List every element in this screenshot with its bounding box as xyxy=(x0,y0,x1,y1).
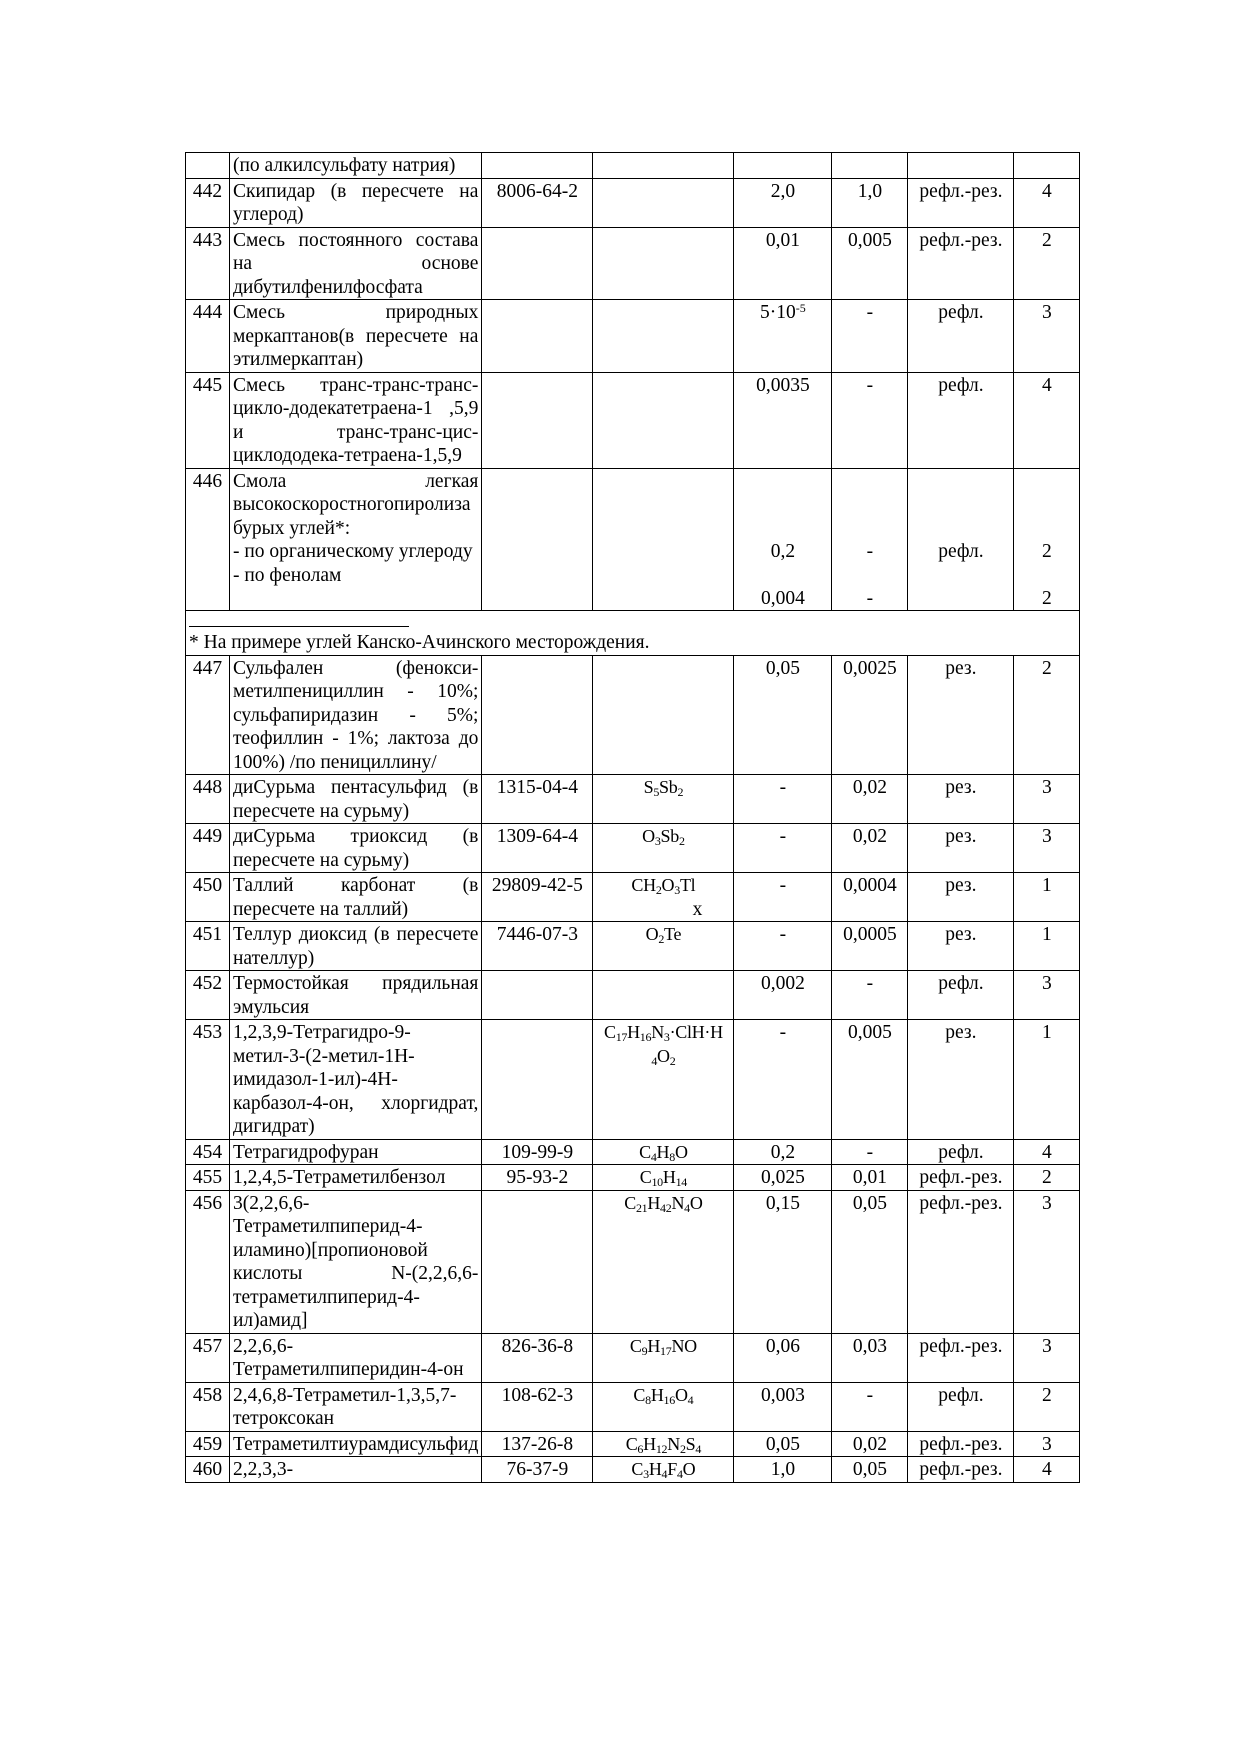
exposure-mode: рефл. xyxy=(908,300,1014,373)
row-number xyxy=(186,153,230,179)
hazard-class: 2 xyxy=(1014,1165,1080,1191)
formula-subscript: 2 xyxy=(677,785,684,799)
hazard-class: 3 xyxy=(1014,300,1080,373)
value-1: - xyxy=(734,1020,832,1140)
formula-subscript: 2 xyxy=(655,883,662,897)
cas-number: 1309-64-4 xyxy=(482,824,593,873)
hazard-class-b: 2 xyxy=(1042,587,1052,609)
value-1: 0,05 xyxy=(734,1431,832,1457)
substances-table xyxy=(185,152,1080,1483)
formula-subscript: 17 xyxy=(615,1030,628,1044)
value-2: 0,005 xyxy=(832,1020,908,1140)
table-row xyxy=(186,655,1080,775)
table-row xyxy=(186,971,1080,1020)
table-row xyxy=(186,873,1080,922)
substance-name: Смесь природных меркаптанов(в пересчете на этилмеркаптан) xyxy=(230,300,482,373)
value-2-b: - xyxy=(866,587,874,609)
cas-number: 826-36-8 xyxy=(482,1333,593,1382)
formula-subscript: 12 xyxy=(655,1441,668,1456)
value-1: - xyxy=(734,922,832,971)
formula-subscript: 9 xyxy=(641,1343,648,1358)
exposure-mode: рефл.-рез. xyxy=(908,1190,1014,1333)
formula xyxy=(593,153,734,179)
formula xyxy=(593,873,734,922)
formula xyxy=(593,1431,734,1457)
footnote-cell xyxy=(186,611,1080,656)
value-1: 0,05 xyxy=(734,655,832,775)
hazard-class: 2 xyxy=(1014,1382,1080,1431)
formula-subscript: 3 xyxy=(663,1030,670,1044)
value-1: 0,0035 xyxy=(734,372,832,468)
table-row xyxy=(186,1190,1080,1333)
cas-number xyxy=(482,372,593,468)
value-2: 0,02 xyxy=(832,824,908,873)
value-2: 1,0 xyxy=(832,178,908,227)
formula-subscript: 5 xyxy=(653,785,660,799)
value-1: 0,01 xyxy=(734,227,832,300)
formula-subscript: 4 xyxy=(661,1467,668,1481)
substance-name-main: Смола легкая высокоскоростногопиролиза бурых углей*: xyxy=(233,470,479,539)
hazard-class-a: 2 xyxy=(1042,540,1052,562)
table-body-446 xyxy=(186,468,1080,655)
exposure-mode xyxy=(908,468,1014,611)
formula xyxy=(593,824,734,873)
row-number: 449 xyxy=(186,824,230,873)
table-row xyxy=(186,178,1080,227)
cas-number: 7446-07-3 xyxy=(482,922,593,971)
cas-number xyxy=(482,655,593,775)
formula-subscript: 8 xyxy=(669,1149,675,1164)
row-number: 443 xyxy=(186,227,230,300)
formula-subscript: 4 xyxy=(695,1441,702,1456)
substance-name: диСурьма пентасульфид (в пересчете на сурьму) xyxy=(230,775,482,824)
value-1 xyxy=(734,468,832,611)
row-number: 452 xyxy=(186,971,230,1020)
cas-number: 95-93-2 xyxy=(482,1165,593,1191)
exposure-mode: рефл.-рез. xyxy=(908,178,1014,227)
formula xyxy=(593,1020,734,1140)
chemical-formula: $C_6H_{12}N_2S_4$ xyxy=(625,1433,702,1456)
chemical-formula: $C_{21}H_{42}N_4O$ xyxy=(624,1192,703,1215)
formula xyxy=(593,922,734,971)
value-1 xyxy=(734,153,832,179)
hazard-class: 1 xyxy=(1014,873,1080,922)
exposure-mode: рез. xyxy=(908,922,1014,971)
formula-subscript: 4 xyxy=(676,1467,683,1481)
value-2: 0,02 xyxy=(832,775,908,824)
value-1: 0,003 xyxy=(734,1382,832,1431)
table-body-bottom xyxy=(186,655,1080,1482)
row-number: 447 xyxy=(186,655,230,775)
value-1: 1,0 xyxy=(734,1457,832,1483)
substance-name: Термостойкая прядильная эмульсия xyxy=(230,971,482,1020)
value-2: - xyxy=(832,1382,908,1431)
cas-number: 1315-04-4 xyxy=(482,775,593,824)
hazard-class: 3 xyxy=(1014,824,1080,873)
formula-subscript: 17 xyxy=(660,1343,672,1358)
exposure-mode: рефл.-рез. xyxy=(908,1165,1014,1191)
hazard-class: 3 xyxy=(1014,971,1080,1020)
value-1: 0,15 xyxy=(734,1190,832,1333)
formula xyxy=(593,1165,734,1191)
substance-name: Тетрагидрофуран xyxy=(230,1139,482,1165)
substance-name: 3(2,2,6,6-Тетраметилпиперид-4-иламино)[пропионовой кислоты N-(2,2,6,6-тетраметилпиперид-4-ил)амид] xyxy=(230,1190,482,1333)
substance-name: 2,2,3,3- xyxy=(230,1457,482,1483)
formula-subscript: 2 xyxy=(658,932,665,946)
exposure-mode: рефл.-рез. xyxy=(908,227,1014,300)
substance-name: (по алкилсульфату натрия) xyxy=(230,153,482,179)
formula-subscript: 42 xyxy=(660,1200,672,1215)
hazard-class xyxy=(1014,468,1080,611)
hazard-class: 4 xyxy=(1014,1139,1080,1165)
value-2: - xyxy=(832,1139,908,1165)
table-row xyxy=(186,153,1080,179)
chemical-formula: $_4O_2$ xyxy=(651,1045,676,1068)
table-row xyxy=(186,468,1080,611)
formula-subscript: 2 xyxy=(669,1053,676,1068)
value-1-a: 0,2 xyxy=(770,540,796,562)
hazard-class: 4 xyxy=(1014,372,1080,468)
cas-number: 108-62-3 xyxy=(482,1382,593,1431)
value-2: 0,05 xyxy=(832,1190,908,1333)
formula-subscript: 21 xyxy=(635,1200,648,1215)
formula xyxy=(593,1457,734,1483)
formula xyxy=(593,178,734,227)
hazard-class: 1 xyxy=(1014,922,1080,971)
row-number: 448 xyxy=(186,775,230,824)
substance-name: диСурьма триоксид (в пересчете на сурьму) xyxy=(230,824,482,873)
formula xyxy=(593,300,734,373)
cas-number: 8006-64-2 xyxy=(482,178,593,227)
row-number: 456 xyxy=(186,1190,230,1333)
value-1-b: 0,004 xyxy=(760,587,805,609)
value-2: 0,02 xyxy=(832,1431,908,1457)
exposure-mode xyxy=(908,153,1014,179)
row-number: 450 xyxy=(186,873,230,922)
table-row xyxy=(186,775,1080,824)
footnote-separator xyxy=(189,612,409,627)
cas-number xyxy=(482,153,593,179)
formula-subscript: 16 xyxy=(663,1392,675,1407)
value-1: 0,06 xyxy=(734,1333,832,1382)
value-2: - xyxy=(832,971,908,1020)
chemical-formula: $O_2Te$ xyxy=(645,924,682,946)
row-number: 445 xyxy=(186,372,230,468)
table-row xyxy=(186,1020,1080,1140)
substance-name: Сульфален (фенокси-метилпенициллин - 10%; сульфапиридазин - 5%; теофиллин - 1%; лактоза до 100%) /по пенициллину/ xyxy=(230,655,482,775)
formula xyxy=(593,1382,734,1431)
exposure-mode: рез. xyxy=(908,824,1014,873)
hazard-class: 3 xyxy=(1014,1431,1080,1457)
row-number: 455 xyxy=(186,1165,230,1191)
table-row xyxy=(186,300,1080,373)
exponent: -5 xyxy=(795,301,806,315)
formula-subscript: 10 xyxy=(651,1175,663,1189)
row-number: 457 xyxy=(186,1333,230,1382)
value-2: 0,005 xyxy=(832,227,908,300)
value-2: - xyxy=(832,300,908,373)
row-number: 442 xyxy=(186,178,230,227)
formula xyxy=(593,372,734,468)
row-number: 454 xyxy=(186,1139,230,1165)
exposure-mode: рез. xyxy=(908,775,1014,824)
formula-subscript: 6 xyxy=(637,1441,644,1456)
formula-subscript: 3 xyxy=(643,1467,649,1481)
table-row xyxy=(186,1431,1080,1457)
substance-name: Теллур диоксид (в пересчете нателлур) xyxy=(230,922,482,971)
row-number: 459 xyxy=(186,1431,230,1457)
row-number: 446 xyxy=(186,468,230,611)
exposure-mode: рефл.-рез. xyxy=(908,1457,1014,1483)
exposure-mode: рефл. xyxy=(908,372,1014,468)
value-1: - xyxy=(734,775,832,824)
exposure-mode: рефл.-рез. xyxy=(908,1333,1014,1382)
exposure-mode-a: рефл. xyxy=(938,540,984,562)
table-row xyxy=(186,1382,1080,1431)
hazard-class: 3 xyxy=(1014,775,1080,824)
formula-subscript: 2 xyxy=(678,834,685,848)
value-2: 0,03 xyxy=(832,1333,908,1382)
exposure-mode: рефл.-рез. xyxy=(908,1431,1014,1457)
cas-number: 76-37-9 xyxy=(482,1457,593,1483)
exposure-mode: рефл. xyxy=(908,971,1014,1020)
value-2: 0,01 xyxy=(832,1165,908,1191)
hazard-class: 2 xyxy=(1014,227,1080,300)
cas-number xyxy=(482,971,593,1020)
hazard-class: 3 xyxy=(1014,1333,1080,1382)
hazard-class xyxy=(1014,153,1080,179)
formula xyxy=(593,1190,734,1333)
table-row xyxy=(186,227,1080,300)
value-2 xyxy=(832,153,908,179)
row-number: 460 xyxy=(186,1457,230,1483)
table-row xyxy=(186,1139,1080,1165)
hazard-class: 1 xyxy=(1014,1020,1080,1140)
formula-line-1 xyxy=(596,1021,730,1045)
value-2 xyxy=(832,468,908,611)
table-body-top xyxy=(186,153,1080,469)
formula xyxy=(593,1139,734,1165)
chemical-formula: $CH_2O_3Tl$ xyxy=(631,875,696,897)
substance-name: Тетраметилтиурамдисульфид xyxy=(230,1431,482,1457)
cas-number xyxy=(482,1190,593,1333)
formula xyxy=(593,655,734,775)
hazard-class: 2 xyxy=(1014,655,1080,775)
formula-suffix: x xyxy=(692,898,703,920)
table-row xyxy=(186,922,1080,971)
exposure-mode: рефл. xyxy=(908,1139,1014,1165)
value-2: 0,05 xyxy=(832,1457,908,1483)
substance-name-sub2: - по фенолам xyxy=(233,564,342,586)
row-number: 444 xyxy=(186,300,230,373)
hazard-class: 4 xyxy=(1014,178,1080,227)
formula-subscript: 14 xyxy=(675,1175,687,1189)
exposure-mode: рез. xyxy=(908,655,1014,775)
cas-number xyxy=(482,468,593,611)
row-number: 458 xyxy=(186,1382,230,1431)
formula xyxy=(593,227,734,300)
value-2-a: - xyxy=(866,540,874,562)
chemical-formula: $C_8H_{16}O_4$ xyxy=(633,1384,694,1407)
cas-number: 137-26-8 xyxy=(482,1431,593,1457)
footnote-row xyxy=(186,611,1080,656)
cas-number: 29809-42-5 xyxy=(482,873,593,922)
value-1: $5\cdot 10^{-5}$ xyxy=(734,300,832,373)
formula xyxy=(593,971,734,1020)
cas-number xyxy=(482,1020,593,1140)
chemical-formula: $C_9H_{17}NO$ xyxy=(629,1335,697,1358)
substance-name: 2,4,6,8-Тетраметил-1,3,5,7-тетроксокан xyxy=(230,1382,482,1431)
row-number: 453 xyxy=(186,1020,230,1140)
formula xyxy=(593,775,734,824)
formula-subscript: 2 xyxy=(679,1441,686,1456)
substance-name: 2,2,6,6-Тетраметилпиперидин-4-он xyxy=(230,1333,482,1382)
cas-number: 109-99-9 xyxy=(482,1139,593,1165)
formula-subscript: 4 xyxy=(651,1053,658,1068)
value-2: 0,0004 xyxy=(832,873,908,922)
formula-subscript: 16 xyxy=(639,1030,652,1044)
exposure-mode: рефл. xyxy=(908,1382,1014,1431)
formula-subscript: 8 xyxy=(645,1392,651,1407)
exposure-mode: рез. xyxy=(908,873,1014,922)
chemical-formula: $S_5Sb_2$ xyxy=(643,777,684,799)
table-row xyxy=(186,1457,1080,1483)
value-1: - xyxy=(734,824,832,873)
substance-name: Смесь постоянного состава на основе дибутилфенилфосфата xyxy=(230,227,482,300)
value-1: - xyxy=(734,873,832,922)
table-row xyxy=(186,1165,1080,1191)
formula-subscript: 3 xyxy=(674,883,680,897)
substance-name: Таллий карбонат (в пересчете на таллий) xyxy=(230,873,482,922)
exposure-mode: рез. xyxy=(908,1020,1014,1140)
substance-name: 1,2,4,5-Тетраметилбензол xyxy=(230,1165,482,1191)
table-row xyxy=(186,1333,1080,1382)
formula-subscript: 3 xyxy=(654,834,661,848)
cas-number xyxy=(482,227,593,300)
value-1: 0,025 xyxy=(734,1165,832,1191)
formula xyxy=(593,468,734,611)
chemical-formula: $C_{10}H_{14}$ xyxy=(639,1167,687,1189)
hazard-class: 4 xyxy=(1014,1457,1080,1483)
chemical-formula: $C_4H_8O$ xyxy=(639,1141,688,1164)
formula-subscript: 4 xyxy=(650,1149,657,1164)
footnote-text: * На примере углей Канско-Ачинского месторождения. xyxy=(189,632,650,653)
formula xyxy=(593,1333,734,1382)
cas-number xyxy=(482,300,593,373)
substance-name: Смесь транс-транс-транс-цикло-додекатетраена-1 ,5,9 и транс-транс-цис-циклододека-тетраена-1,5,9 xyxy=(230,372,482,468)
table-row xyxy=(186,372,1080,468)
substance-name: Скипидар (в пересчете на углерод) xyxy=(230,178,482,227)
value-1: 2,0 xyxy=(734,178,832,227)
substance-name xyxy=(230,468,482,611)
table-row xyxy=(186,824,1080,873)
chemical-formula: $C_{17}H_{16}N_3\cdot ClH\cdot H$ xyxy=(603,1022,723,1044)
substance-name-sub1: - по органическому углероду xyxy=(233,541,473,562)
value-2: - xyxy=(832,372,908,468)
hazard-class: 3 xyxy=(1014,1190,1080,1333)
substance-name: 1,2,3,9-Тетрагидро-9-метил-3-(2-метил-1Н-имидазол-1-ил)-4Н-карбазол-4-он, хлоргидрат, дигидрат) xyxy=(230,1020,482,1140)
formula-subscript: 4 xyxy=(684,1200,690,1215)
chemical-formula: $O_3Sb_2$ xyxy=(642,826,685,848)
formula-subscript: 4 xyxy=(687,1392,694,1407)
value-2: 0,0005 xyxy=(832,922,908,971)
value-1: 0,2 xyxy=(734,1139,832,1165)
formula-line-2 xyxy=(596,1045,730,1069)
chemical-formula: $C_3H_4F_4O$ xyxy=(631,1459,696,1481)
row-number: 451 xyxy=(186,922,230,971)
value-2: 0,0025 xyxy=(832,655,908,775)
value-1: 0,002 xyxy=(734,971,832,1020)
